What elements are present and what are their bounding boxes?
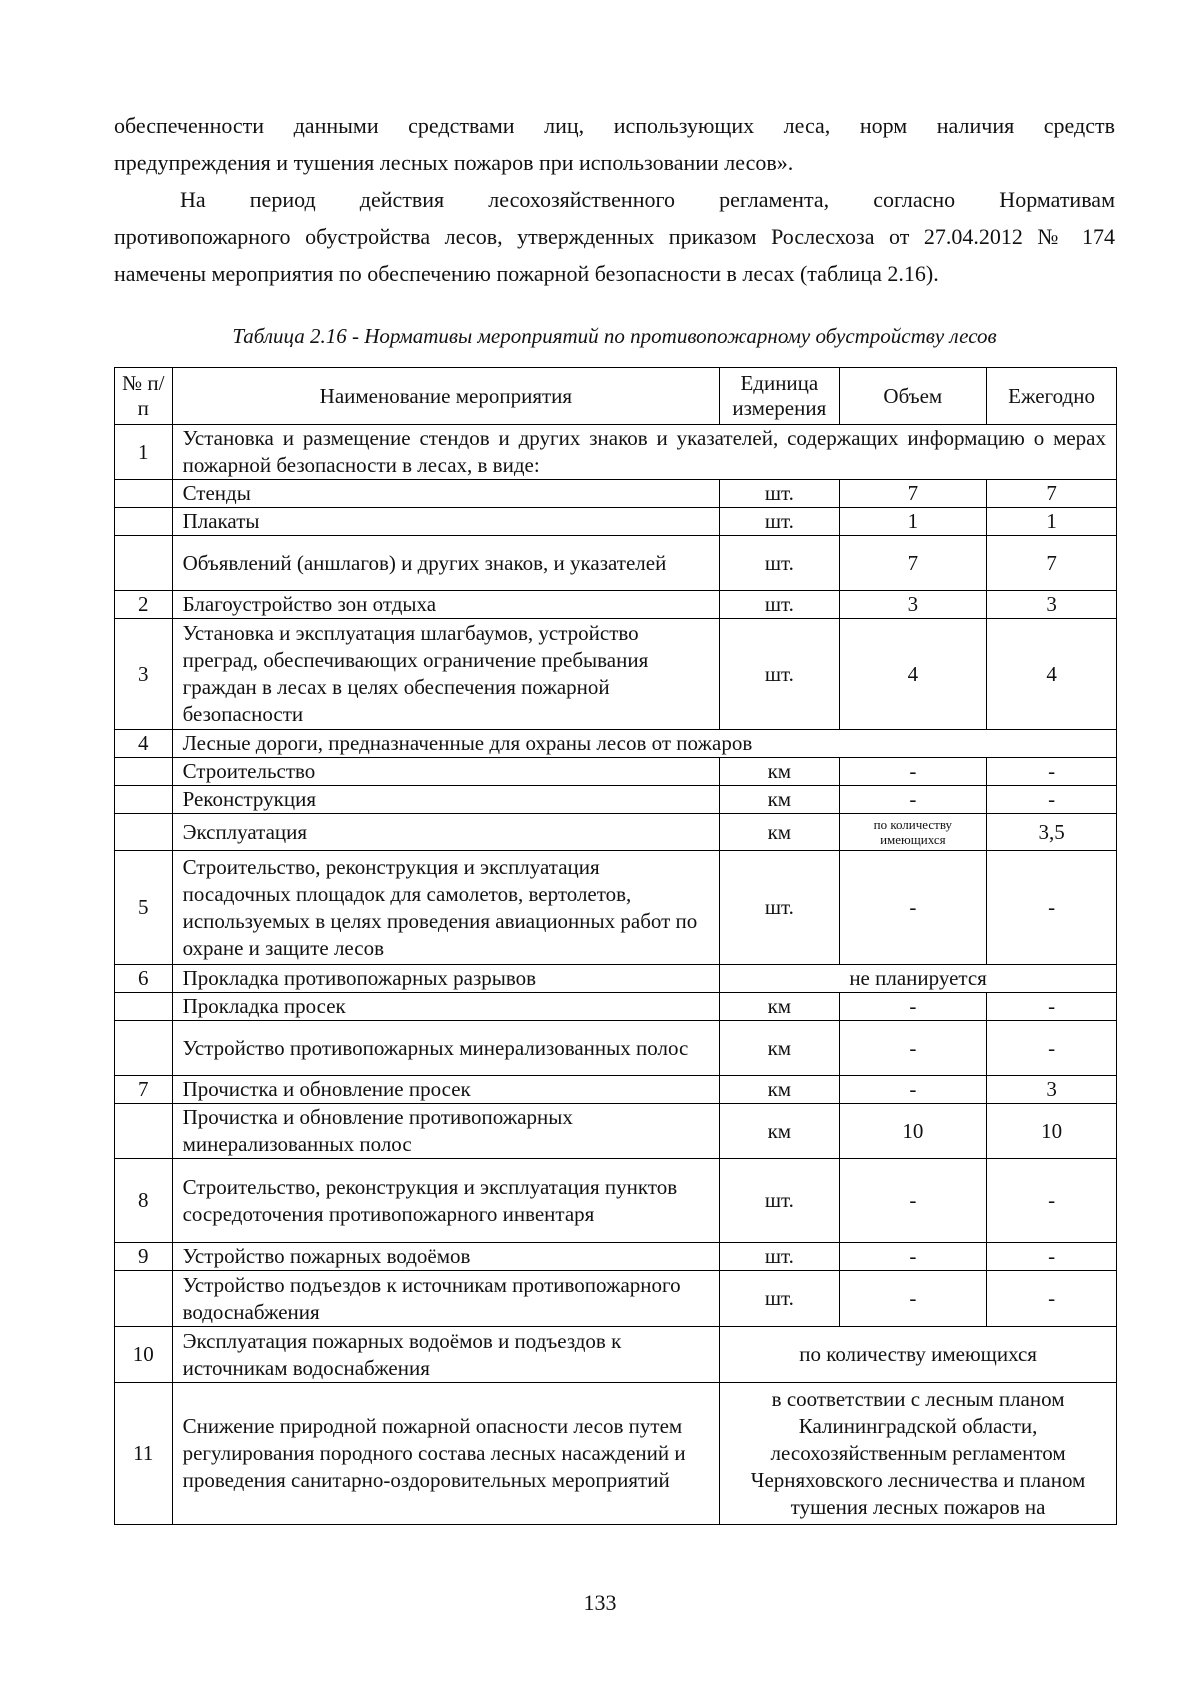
- row-volume: -: [839, 1021, 987, 1076]
- row-volume: 4: [839, 619, 987, 730]
- row-num: 8: [115, 1159, 173, 1243]
- intro-line-1: обеспеченности данными средствами лиц, использующих леса, норм наличия средств: [114, 113, 1115, 138]
- row-num: 11: [115, 1383, 173, 1525]
- row-num: 10: [115, 1327, 173, 1383]
- row-volume: 1: [839, 508, 987, 536]
- row-num: 4: [115, 730, 173, 758]
- page-number: 133: [583, 1590, 617, 1615]
- row-yearly: 4: [987, 619, 1117, 730]
- measures-table: [114, 367, 1117, 1525]
- row-yearly: 7: [987, 536, 1117, 591]
- row-yearly: -: [987, 1021, 1117, 1076]
- row-name: Эксплуатация пожарных водоёмов и подъездов к источникам водоснабжения: [172, 1327, 720, 1383]
- intro-line-2: предупреждения и тушения лесных пожаров при использовании лесов».: [114, 150, 794, 175]
- table-row: [115, 425, 1117, 480]
- row-name: Строительство, реконструкция и эксплуатация пунктов сосредоточения противопожарного инвентаря: [172, 1159, 720, 1243]
- row-unit: шт.: [720, 1271, 839, 1327]
- row-unit: шт.: [720, 536, 839, 591]
- row-volume: 3: [839, 591, 987, 619]
- row-num: 5: [115, 851, 173, 965]
- row-num: 7: [115, 1076, 173, 1104]
- row-name: Прокладка просек: [172, 993, 720, 1021]
- table-row: [115, 786, 1117, 814]
- header-num: № п/п: [115, 368, 173, 425]
- row-unit: шт.: [720, 1243, 839, 1271]
- row-name: Объявлений (аншлагов) и других знаков, и указателей: [172, 536, 720, 591]
- row-num: [115, 786, 173, 814]
- row-num: 9: [115, 1243, 173, 1271]
- table-row: [115, 480, 1117, 508]
- row-num: [115, 508, 173, 536]
- header-volume: Объем: [839, 368, 987, 425]
- row-num: [115, 480, 173, 508]
- row-volume: -: [839, 758, 987, 786]
- row-num: 6: [115, 965, 173, 993]
- row-yearly: -: [987, 1243, 1117, 1271]
- row-name: Строительство: [172, 758, 720, 786]
- row-unit: км: [720, 1021, 839, 1076]
- row-unit: шт.: [720, 619, 839, 730]
- row-volume: 10: [839, 1104, 987, 1159]
- intro-line-4: противопожарного обустройства лесов, утвержденных приказом Рослесхоза от 27.04.2012 № 174: [114, 224, 1115, 249]
- row-unit: шт.: [720, 1159, 839, 1243]
- row-num: [115, 536, 173, 591]
- row-yearly: 3,5: [987, 814, 1117, 851]
- row-volume: -: [839, 1243, 987, 1271]
- table-row: [115, 619, 1117, 730]
- table-row: [115, 993, 1117, 1021]
- row-num: 2: [115, 591, 173, 619]
- table-row: [115, 1076, 1117, 1104]
- row-name: Реконструкция: [172, 786, 720, 814]
- row-unit: км: [720, 1076, 839, 1104]
- row-unit: шт.: [720, 851, 839, 965]
- table-row: [115, 814, 1117, 851]
- row-name: Лесные дороги, предназначенные для охраны лесов от пожаров: [172, 730, 1116, 758]
- row-unit: шт.: [720, 591, 839, 619]
- row-volume: -: [839, 851, 987, 965]
- row-name: Устройство подъездов к источникам противопожарного водоснабжения: [172, 1271, 720, 1327]
- row-unit: шт.: [720, 508, 839, 536]
- table-row: [115, 591, 1117, 619]
- row-num: 1: [115, 425, 173, 480]
- row-yearly: 7: [987, 480, 1117, 508]
- table-row: [115, 1383, 1117, 1525]
- row-yearly: -: [987, 758, 1117, 786]
- intro-line-3: На период действия лесохозяйственного регламента, согласно Нормативам: [180, 187, 1115, 212]
- row-name: Установка и эксплуатация шлагбаумов, устройство преград, обеспечивающих ограничение пребывания граждан в лесах в целях обеспечения пожарной безопасности: [172, 619, 720, 730]
- row-merged: по количеству имеющихся: [720, 1327, 1117, 1383]
- row-merged: в соответствии с лесным планом Калининградской области, лесохозяйственным регламентом Черняховского лесничества и планом тушения лесных пожаров на: [720, 1383, 1117, 1525]
- intro-line-5: намечены мероприятия по обеспечению пожарной безопасности в лесах (таблица 2.16).: [114, 261, 939, 286]
- row-num: [115, 814, 173, 851]
- row-yearly: -: [987, 851, 1117, 965]
- row-num: 3: [115, 619, 173, 730]
- table-row: [115, 1243, 1117, 1271]
- row-name: Строительство, реконструкция и эксплуатация посадочных площадок для самолетов, вертолетов, используемых в целях проведения авиационных работ по охране и защите лесов: [172, 851, 720, 965]
- table-row: [115, 730, 1117, 758]
- row-volume-small: по количеству имеющихся: [873, 817, 953, 847]
- header-unit: Единица измерения: [720, 368, 839, 425]
- row-num: [115, 758, 173, 786]
- table-caption: Таблица 2.16 - Нормативы мероприятий по противопожарному обустройству лесов: [232, 324, 997, 348]
- row-name: Плакаты: [172, 508, 720, 536]
- row-volume: -: [839, 993, 987, 1021]
- table-row: [115, 1271, 1117, 1327]
- table-header-row: [115, 368, 1117, 425]
- table-row: [115, 1104, 1117, 1159]
- header-name: Наименование мероприятия: [172, 368, 720, 425]
- header-yearly: Ежегодно: [987, 368, 1117, 425]
- row-num: [115, 993, 173, 1021]
- row-unit: км: [720, 993, 839, 1021]
- row-yearly: 3: [987, 591, 1117, 619]
- table-row: [115, 508, 1117, 536]
- table-row: [115, 758, 1117, 786]
- row-yearly: -: [987, 993, 1117, 1021]
- row-num: [115, 1021, 173, 1076]
- row-volume: [839, 814, 987, 851]
- row-yearly: -: [987, 1271, 1117, 1327]
- row-name: Устройство противопожарных минерализованных полос: [172, 1021, 720, 1076]
- row-name: Устройство пожарных водоёмов: [172, 1243, 720, 1271]
- row-volume: -: [839, 1271, 987, 1327]
- table-row: [115, 1021, 1117, 1076]
- row-name: Снижение природной пожарной опасности лесов путем регулирования породного состава лесных насаждений и проведения санитарно-оздоровительных мероприятий: [172, 1383, 720, 1525]
- row-name: Установка и размещение стендов и других знаков и указателей, содержащих информацию о мерах пожарной безопасности в лесах, в виде:: [172, 425, 1116, 480]
- row-yearly: 10: [987, 1104, 1117, 1159]
- row-volume: -: [839, 1076, 987, 1104]
- row-name: Прочистка и обновление просек: [172, 1076, 720, 1104]
- row-yearly: -: [987, 786, 1117, 814]
- row-num: [115, 1271, 173, 1327]
- row-name: Прокладка противопожарных разрывов: [172, 965, 720, 993]
- table-row: [115, 1327, 1117, 1383]
- table-row: [115, 965, 1117, 993]
- row-volume: -: [839, 1159, 987, 1243]
- row-unit: км: [720, 786, 839, 814]
- row-num: [115, 1104, 173, 1159]
- row-unit: км: [720, 758, 839, 786]
- row-name: Стенды: [172, 480, 720, 508]
- row-name: Эксплуатация: [172, 814, 720, 851]
- table-row: [115, 1159, 1117, 1243]
- row-volume: -: [839, 786, 987, 814]
- row-volume: 7: [839, 536, 987, 591]
- table-row: [115, 536, 1117, 591]
- row-volume: 7: [839, 480, 987, 508]
- row-unit: км: [720, 1104, 839, 1159]
- row-merged: не планируется: [720, 965, 1117, 993]
- row-unit: шт.: [720, 480, 839, 508]
- row-unit: км: [720, 814, 839, 851]
- row-yearly: 1: [987, 508, 1117, 536]
- row-name: Прочистка и обновление противопожарных минерализованных полос: [172, 1104, 720, 1159]
- table-row: [115, 851, 1117, 965]
- row-yearly: -: [987, 1159, 1117, 1243]
- row-yearly: 3: [987, 1076, 1117, 1104]
- row-name: Благоустройство зон отдыха: [172, 591, 720, 619]
